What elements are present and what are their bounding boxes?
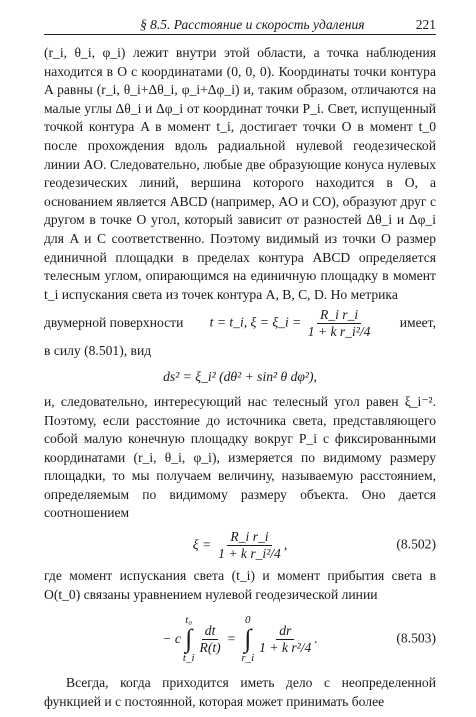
integral-sign-icon: ∫ [185,624,193,654]
eq503-tail: . [314,630,318,646]
surface-eq-lhs: t = t_i, ξ = ξ_i = [209,314,302,330]
eq503-int1-upper: t₀ [185,614,193,627]
equation-8-502 [44,523,436,567]
paragraph-4: Всегда, когда приходится иметь дело с неопределенной функцией и с постоянной, которая может принимать более [44,675,436,709]
page-number: 221 [415,17,436,32]
surface-condition-line [44,306,436,340]
eq503-equals: = [227,630,236,646]
integral-sign-icon: ∫ [244,624,252,654]
eq502-tail: , [283,536,288,552]
page-body [44,44,436,711]
paragraph-in-force: в силу (8.501), вид [44,343,152,359]
eq503-minus-c: − c [162,630,181,646]
running-header [44,12,436,35]
paragraph-1: (r_i, θ_i, φ_i) лежит внутри этой области, а точка наблюдения находится в O с координатами (0, 0, 0). Координаты точки контура A равны (r_i, θ_i+Δθ_i, φ_i+Δφ_i) и, таким образом, отличаются на малые углы Δθ_i и Δφ_i от координат точки P_i. Свет, испущенный точкой контура A в момент t_i, достигает точки O в момент t_0 после прохождения вдоль радиальной нулевой геодезической линии AO. Следовательно, любые две образующие конуса нулевых геодезических линий, вершина которого находится в O, а основанием является ABCD (например, AO и CO), образуют друг с другом в точке O угол, который зависит от разностей Δθ_i и Δφ_i для A и C соответственно. Поэтому видимый из точки O размер единичной площадки в пределах контура ABCD определяется телесным углом, опирающимся на единичную площадку в момент t_i испускания света из точек контура A, B, C, D. Но метрика [44,45,436,302]
eq503-int1-den: R(t) [199,639,221,655]
eq503-fraction-1 [197,623,224,656]
eq503-integral-1 [183,614,195,664]
surface-fraction-num: R_i r_i [317,307,361,324]
eq503-fraction-2 [256,623,314,656]
eq503-int2-upper: 0 [245,614,251,627]
equation-8-503 [44,604,436,674]
surface-line-left: двумерной поверхности [44,315,184,331]
eq502-fraction [215,529,284,562]
eq502-label: (8.502) [396,536,436,552]
surface-line-eq [210,307,374,340]
eq503-int1-num: dt [202,623,219,640]
paragraph-3: где момент испускания света (t_i) и момент прибытия света в O(t_0) связаны уравнением нулевой геодезической линии [44,568,436,602]
eq503-int1-lower: t_i [182,652,195,665]
eq503-label: (8.503) [396,630,436,646]
surface-line-right: имеет, [399,315,436,331]
paragraph-2: и, следовательно, интересующий нас телесный угол равен ξ_i⁻². Поэтому, если расстояние до источника света, представляющего собой малую конечную площадку вокруг P_i с фиксированными координатами (r_i, θ_i, φ_i), измеряется по видимому размеру площадки, то мы получаем величину, называемую расстоянием, определяемым по видимому размеру объекта. Оно дается соотношением [44,393,436,521]
running-title: § 8.5. Расстояние и скорость удаления [140,17,365,32]
eq503-int2-den: 1 + k r²/4 [259,639,312,655]
eq502-lhs: ξ = [192,536,212,552]
surface-fraction [305,307,374,340]
metric-equation: ds² = ξ_i² (dθ² + sin² θ dφ²), [163,368,317,384]
eq502-num: R_i r_i [227,529,271,546]
eq503-int2-num: dr [276,623,294,640]
eq503-integral-2 [241,614,254,664]
eq503-int2-lower: r_i [241,652,255,665]
surface-fraction-den: 1 + k r_i²/4 [307,323,371,339]
eq502-den: 1 + k r_i²/4 [218,545,281,561]
